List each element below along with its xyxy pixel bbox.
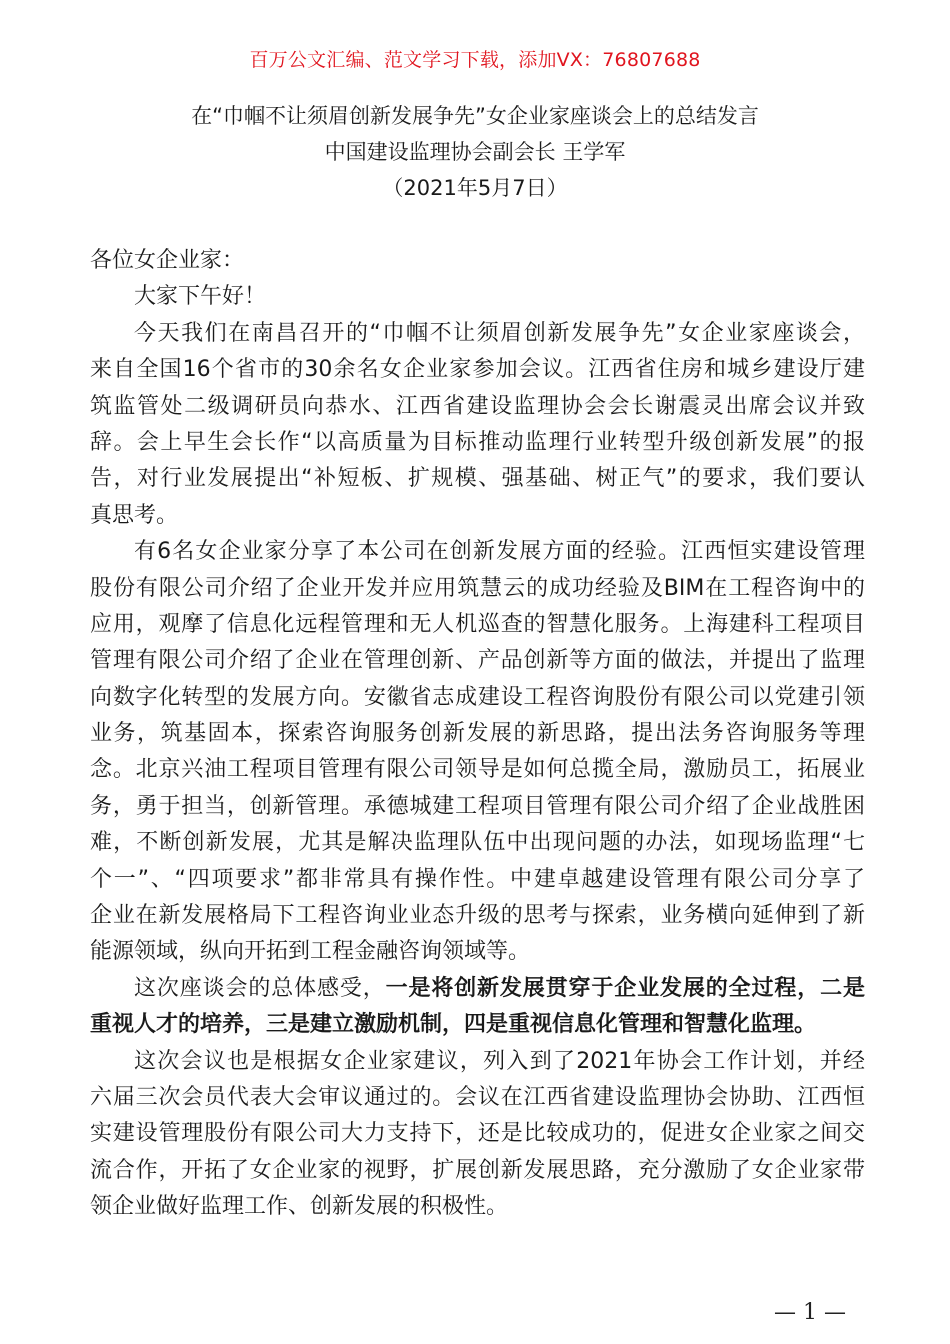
greeting: 大家下午好！ [134,284,267,310]
document-title: 在“巾帼不让须眉创新发展争先”女企业家座谈会上的总结发言 [191,104,759,128]
paragraph-line: 业务，筑基固本，探索咨询服务创新发展的新思路，提出法务咨询服务等理 [90,721,865,747]
paragraph-line: 向数字化转型的发展方向。安徽省志成建设工程咨询股份有限公司以党建引领 [90,684,865,710]
watermark-banner: 百万公文汇编、范文学习下载，添加VX：76807688 [249,49,701,71]
paragraph-line: 重视人才的培养，三是建立激励机制，四是重视信息化管理和智慧化监理。 [90,1012,817,1038]
paragraph-line: 告，对行业发展提出“补短板、扩规模、强基础、树正气”的要求，我们要认 [90,466,865,492]
paragraph-line: 务，勇于担当，创新管理。承德城建工程项目管理有限公司介绍了企业战胜困 [90,793,865,819]
document-header [0,98,950,206]
impressions-intro-text: 这次座谈会的总体感受， [134,975,386,1001]
paragraph-line: 六届三次会员代表大会审议通过的。会议在江西省建设监理协会协助、江西恒 [90,1084,865,1110]
paragraph-line: 难，不断创新发展，尤其是解决监理队伍中出现问题的办法，如现场监理“七 [90,830,865,856]
paragraph-line: 这次会议也是根据女企业家建议，列入到了2021年协会工作计划，并经 [134,1048,865,1074]
paragraph-line: 念。北京兴油工程项目管理有限公司领导是如何总揽全局，激励员工，拓展业 [90,757,865,783]
document-body [90,243,865,1226]
impressions-bold-text: 一是将创新发展贯穿于企业发展的全过程，二是 [385,975,865,1001]
page-number: — 1 — [774,1300,846,1325]
paragraph-line: 真思考。 [90,502,179,528]
paragraph-line: 管理有限公司介绍了企业在管理创新、产品创新等方面的做法，并提出了监理 [90,648,865,674]
salutation: 各位女企业家： [90,248,245,273]
paragraph-line: 有6名女企业家分享了本公司在创新发展方面的经验。江西恒实建设管理 [134,539,865,565]
paragraph-meeting-background [90,1044,865,1226]
document-date: （2021年5月7日） [382,176,568,200]
paragraph-line: 企业在新发展格局下工程咨询业业态升级的思考与探索，业务横向延伸到了新 [90,903,865,929]
paragraph-line: 辞。会上早生会长作“以高质量为目标推动监理行业转型升级创新发展”的报 [90,429,865,455]
paragraph-line: 来自全国16个省市的30余名女企业家参加会议。江西省住房和城乡建设厅建 [90,357,865,383]
paragraph-line: 实建设管理股份有限公司大力支持下，还是比较成功的，促进女企业家之间交 [90,1121,865,1147]
paragraph-line: 领企业做好监理工作、创新发展的积极性。 [90,1194,509,1220]
document-author: 中国建设监理协会副会长 王学军 [324,140,626,164]
paragraph-line: 今天我们在南昌召开的“巾帼不让须眉创新发展争先”女企业家座谈会， [134,320,865,346]
paragraph-company-experiences [90,534,865,971]
paragraph-line [90,971,865,1007]
paragraph-line: 筑监管处二级调研员向恭水、江西省建设监理协会会长谢震灵出席会议并致 [90,393,865,419]
paragraph-line: 流合作，开拓了女企业家的视野，扩展创新发展思路，充分激励了女企业家带 [90,1157,865,1183]
paragraph-meeting-intro [90,316,865,534]
paragraph-line: 股份有限公司介绍了企业开发并应用筑慧云的成功经验及BIM在工程咨询中的 [90,575,865,601]
paragraph-line: 个一”、“四项要求”都非常具有操作性。中建卓越建设管理有限公司分享了 [90,866,865,892]
paragraph-overall-impressions [90,971,865,1044]
paragraph-line: 能源领域，纵向开拓到工程金融咨询领域等。 [90,939,531,965]
paragraph-line: 应用，观摩了信息化远程管理和无人机巡查的智慧化服务。上海建科工程项目 [90,611,865,637]
